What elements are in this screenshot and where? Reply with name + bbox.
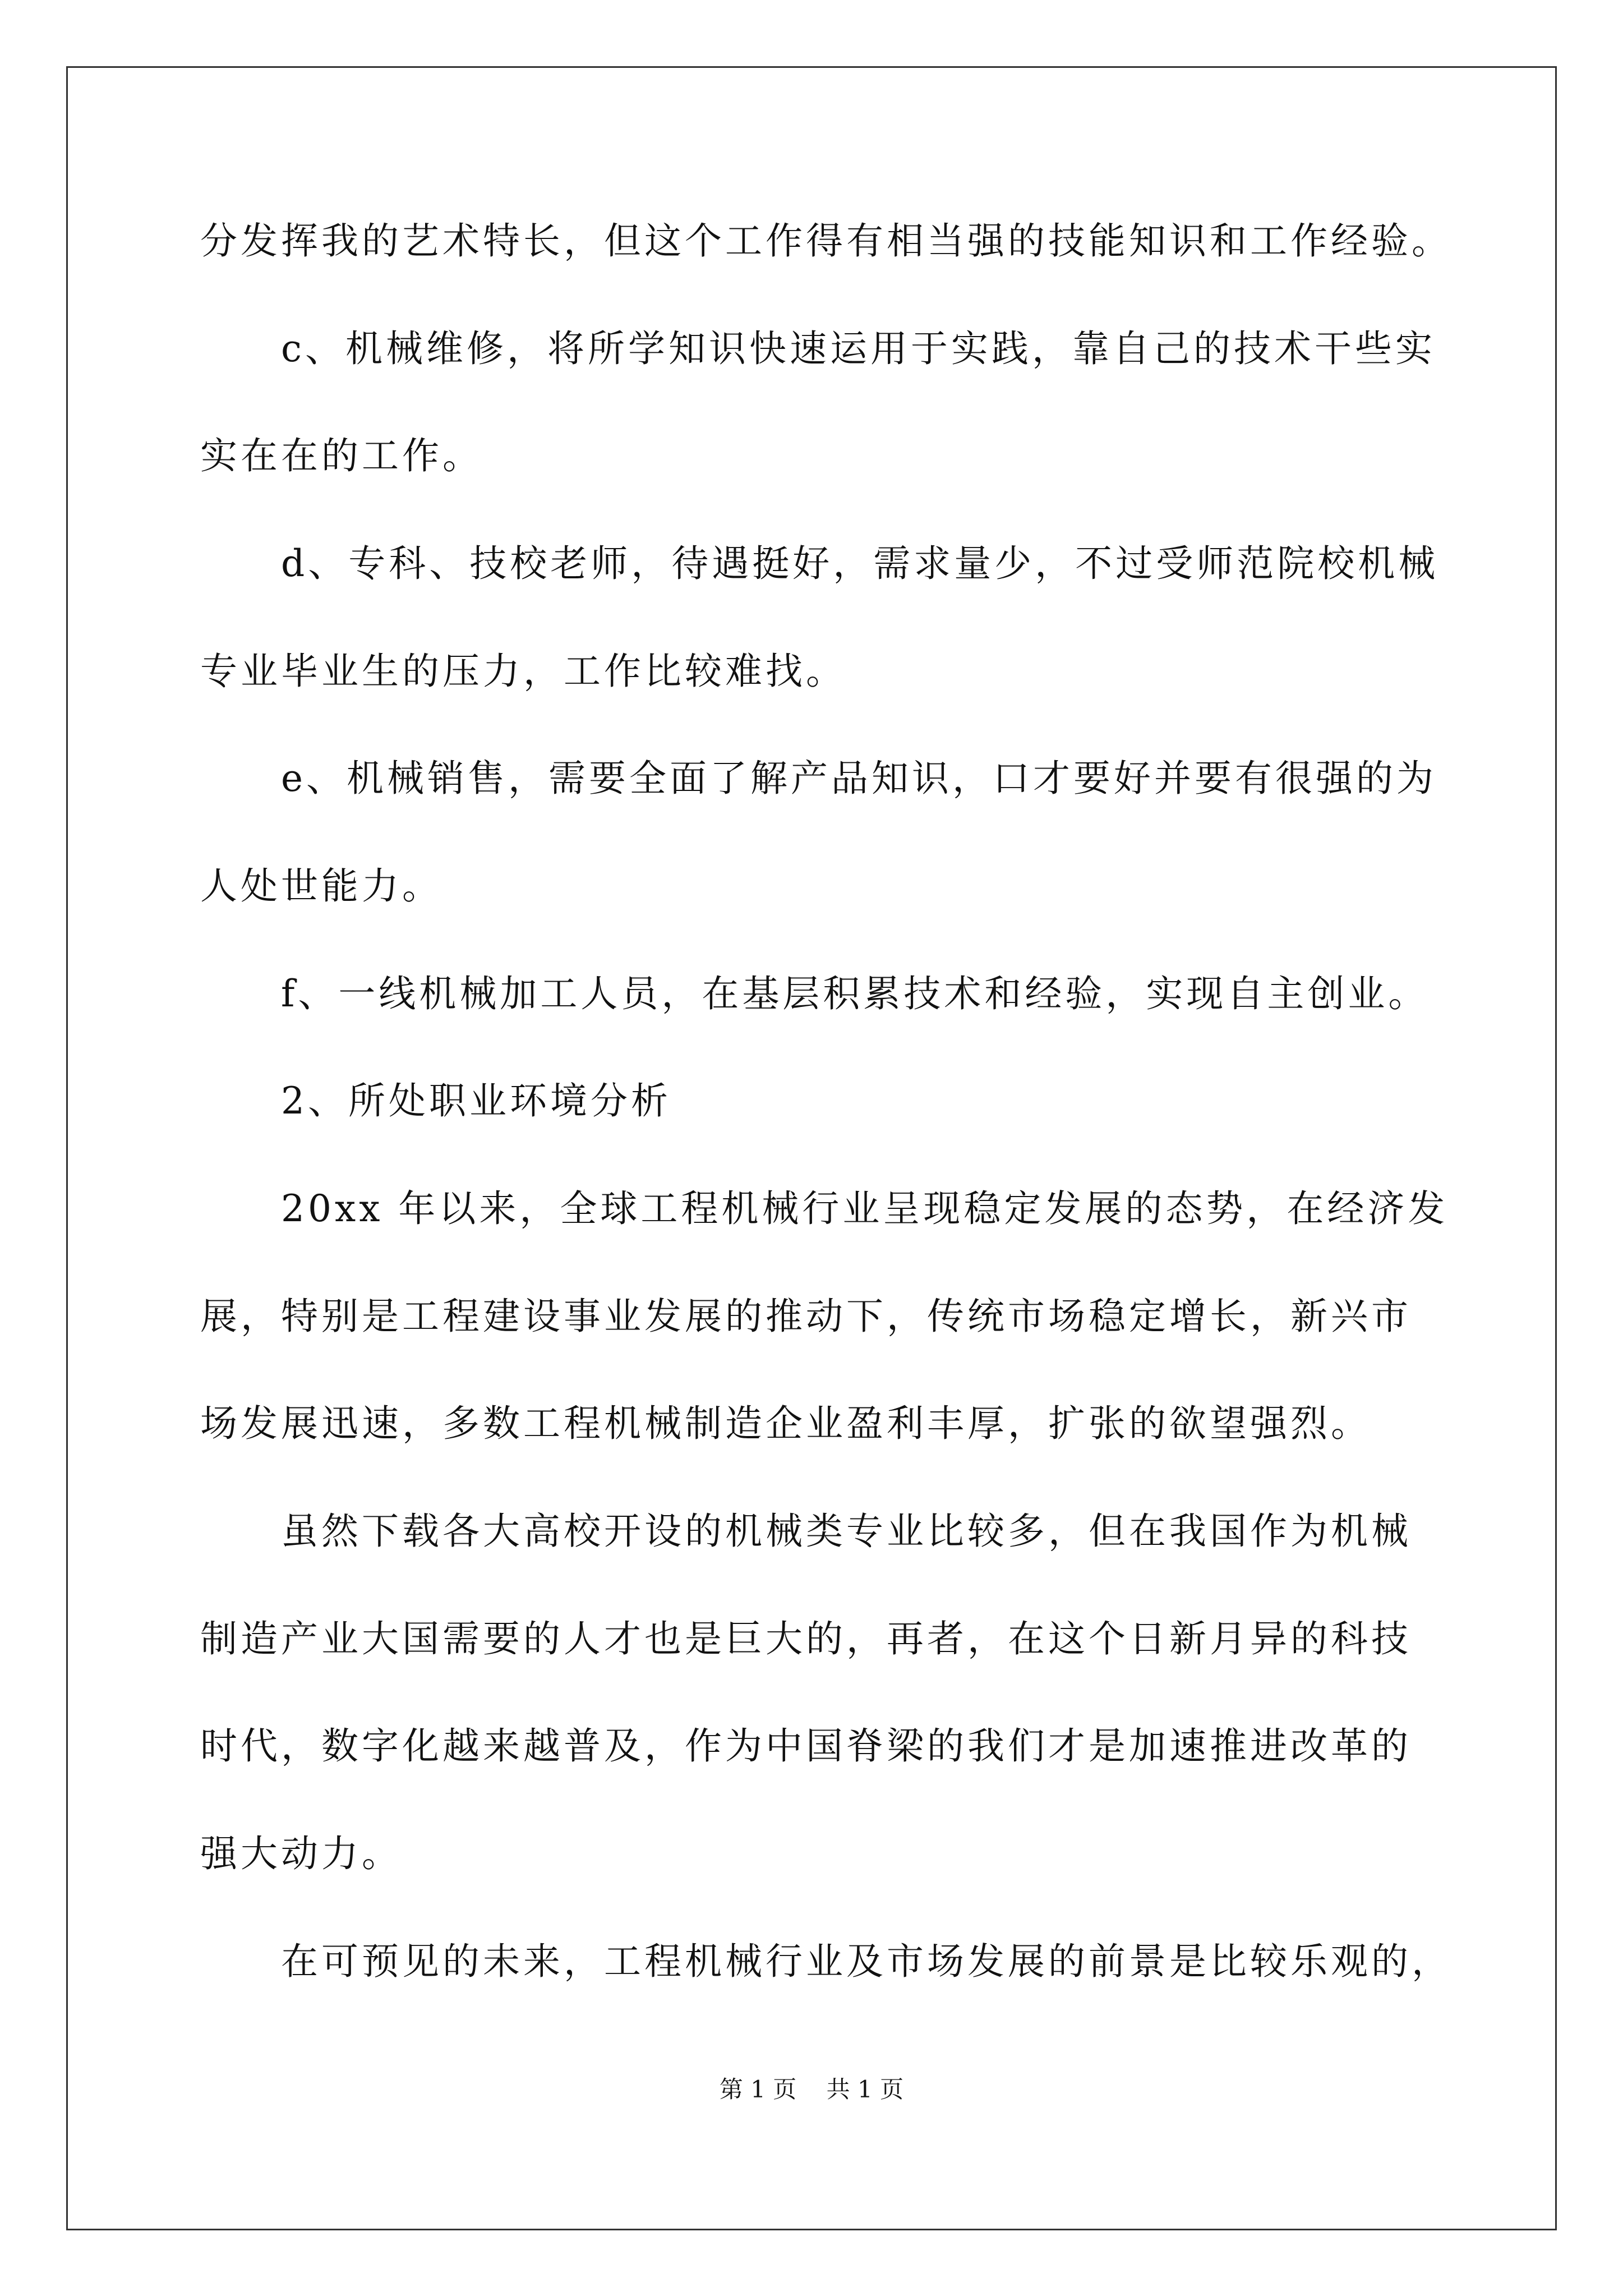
- text-line: 分发挥我的艺术特长，但这个工作得有相当强的技能知识和工作经验。: [200, 219, 1452, 263]
- text-line: 时代，数字化越来越普及，作为中国脊梁的我们才是加速推进改革的: [200, 1724, 1412, 1768]
- text-line: 展，特别是工程建设事业发展的推动下，传统市场稳定增长，新兴市: [200, 1295, 1412, 1338]
- text-line: 专业毕业生的压力，工作比较难找。: [200, 650, 846, 693]
- text-line: e、机械销售，需要全面了解产品知识，口才要好并要有很强的为: [200, 757, 1437, 800]
- section-heading: 2、所处职业环境分析: [200, 1079, 671, 1122]
- page-border: [66, 66, 1557, 2230]
- text-line: 场发展迅速，多数工程机械制造企业盈利丰厚，扩张的欲望强烈。: [200, 1402, 1371, 1445]
- text-line: 在可预见的未来，工程机械行业及市场发展的前景是比较乐观的，: [200, 1940, 1452, 1983]
- text-line: 制造产业大国需要的人才也是巨大的，再者，在这个日新月异的科技: [200, 1617, 1412, 1660]
- text-line: c、机械维修，将所学知识快速运用于实践，靠自己的技术干些实: [200, 327, 1436, 370]
- text-line: 人处世能力。: [200, 864, 442, 908]
- text-line: 20xx 年以来，全球工程机械行业呈现稳定发展的态势，在经济发: [200, 1187, 1449, 1230]
- page-total: 共 1 页: [826, 2076, 904, 2103]
- text-line: d、专科、技校老师，待遇挺好，需求量少，不过受师范院校机械: [200, 542, 1439, 585]
- text-line: 实在在的工作。: [200, 434, 483, 477]
- page-number: 第 1 页: [719, 2076, 797, 2103]
- page-footer: [0, 2073, 1623, 2106]
- text-line: 强大动力。: [200, 1832, 402, 1875]
- text-line: f、一线机械加工人员，在基层积累技术和经验，实现自主创业。: [200, 972, 1429, 1015]
- text-line: 虽然下载各大高校开设的机械类专业比较多，但在我国作为机械: [200, 1510, 1412, 1553]
